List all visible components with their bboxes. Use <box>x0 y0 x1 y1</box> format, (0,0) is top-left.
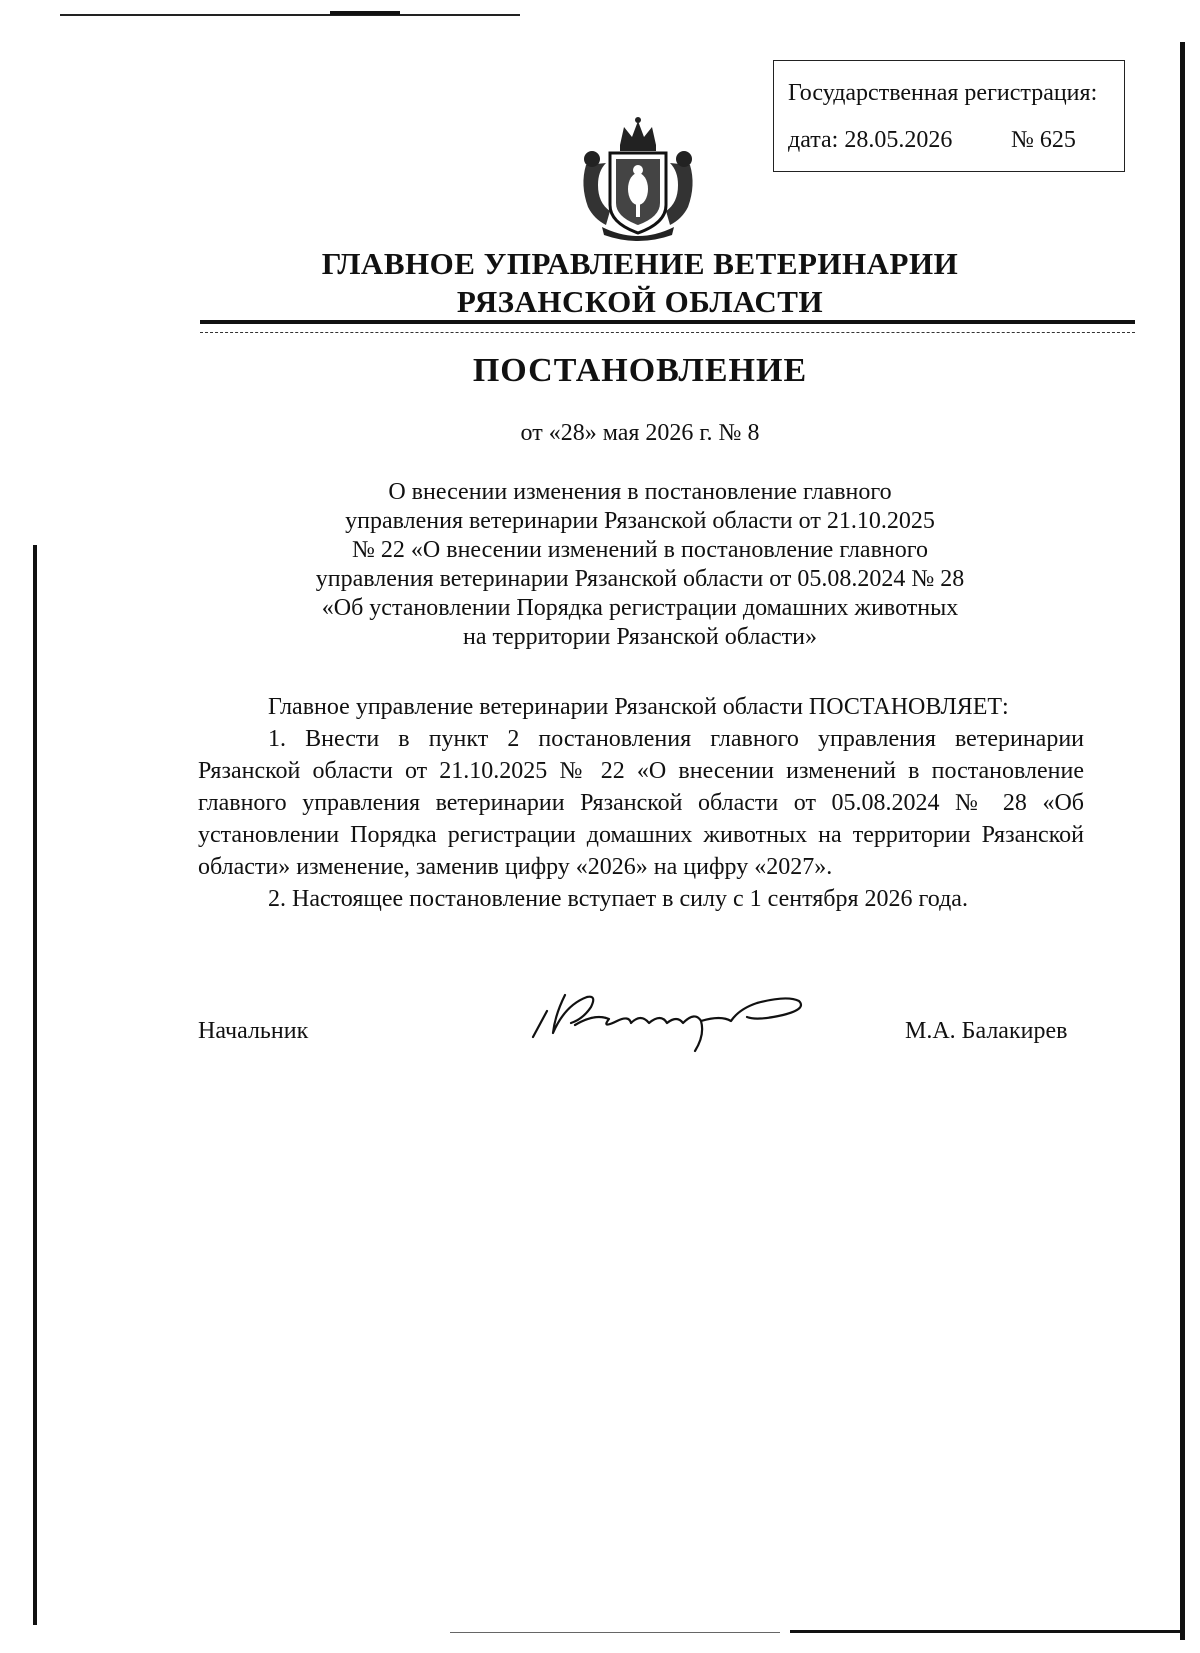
subject-line: «Об установлении Порядка регистрации домашних животных <box>321 595 959 621</box>
subject-line: О внесении изменения в постановление главного <box>388 479 892 505</box>
subject-line: на территории Рязанской области» <box>463 624 817 650</box>
organization-name-line: РЯЗАНСКОЙ ОБЛАСТИ <box>456 284 824 319</box>
document-body <box>198 691 1084 915</box>
scan-artifact-line <box>330 11 400 15</box>
registration-stamp-box <box>773 60 1125 172</box>
scan-artifact-line <box>450 1632 780 1633</box>
document-subject <box>200 478 1080 652</box>
document-date-number: от «28» мая 2026 г. № 8 <box>520 420 760 446</box>
item-paragraph: 2. Настоящее постановление вступает в силу с 1 сентября 2026 года. <box>268 886 968 912</box>
signatory-position: Начальник <box>198 1018 309 1044</box>
document-type-title: ПОСТАНОВЛЕНИЕ <box>472 352 808 389</box>
preamble-paragraph: Главное управление ветеринарии Рязанской области ПОСТАНОВЛЯЕТ: <box>268 694 1009 720</box>
scan-artifact-edge <box>33 545 37 1625</box>
coat-of-arms-icon <box>576 115 700 245</box>
registration-number: № 625 <box>1011 127 1076 153</box>
organization-heading <box>200 245 1080 321</box>
scan-artifact-line <box>790 1630 1180 1633</box>
item-paragraph: 1. Внести в пункт 2 постановления главного управления ветеринарии Рязанской области от 21.10.2025 № 22 «О внесении изменений в постановление главного управления ветеринарии Рязанской области от 05.08.2024 № 28 «Об установлении Порядка регистрации домашних животных на территории Рязанской области» изменение, заменив цифру «2026» на цифру «2027». <box>198 726 1084 880</box>
subject-line: управления ветеринарии Рязанской области от 05.08.2024 № 28 <box>315 566 965 592</box>
subject-line: № 22 «О внесении изменений в постановление главного <box>352 537 928 563</box>
scan-artifact-edge <box>1180 42 1185 1640</box>
organization-name-line: ГЛАВНОЕ УПРАВЛЕНИЕ ВЕТЕРИНАРИИ <box>321 246 959 281</box>
registration-date: дата: 28.05.2026 <box>788 127 953 153</box>
signatory-name: М.А. Балакирев <box>905 1018 1068 1044</box>
scan-artifact-line <box>60 14 520 16</box>
handwritten-signature-icon <box>525 975 825 1055</box>
registration-title: Государственная регистрация: <box>788 80 1098 106</box>
heading-divider <box>200 320 1135 324</box>
heading-divider <box>200 332 1135 333</box>
subject-line: управления ветеринарии Рязанской области от 21.10.2025 <box>345 508 935 534</box>
